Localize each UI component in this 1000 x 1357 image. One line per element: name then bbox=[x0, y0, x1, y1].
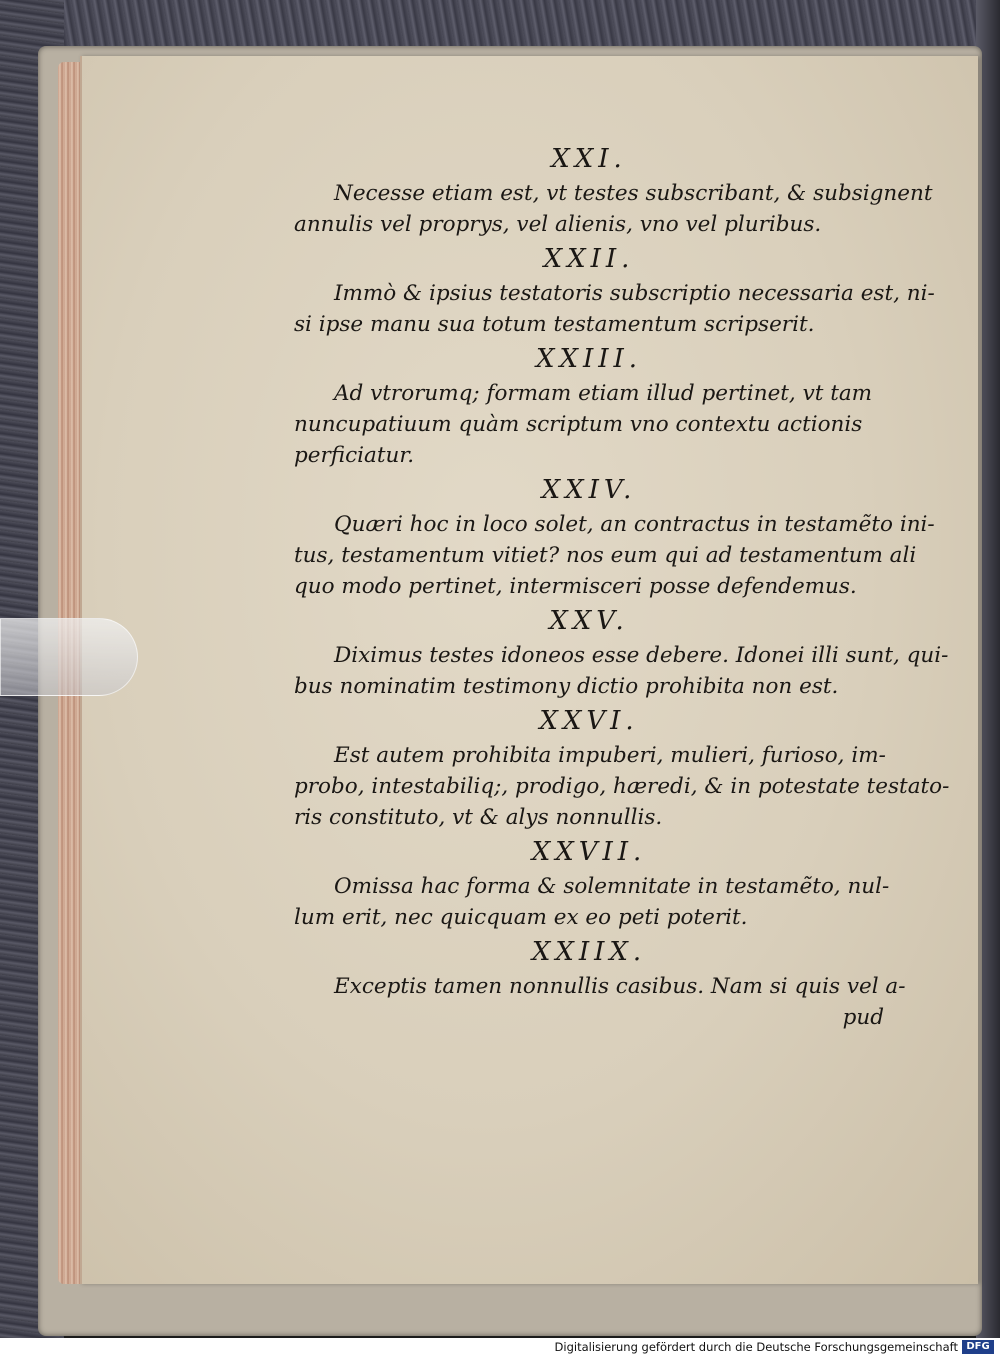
text-line: Est autem prohibita impuberi, mulieri, furioso, im- bbox=[334, 743, 886, 768]
section-xxvi bbox=[294, 702, 950, 833]
section-paragraph bbox=[294, 640, 949, 702]
dfg-logo: DFG bbox=[962, 1340, 994, 1354]
section-paragraph bbox=[294, 971, 906, 1033]
section-paragraph bbox=[294, 278, 935, 340]
text-line: ris constituto, vt & alys nonnullis. bbox=[294, 805, 663, 830]
section-xxvii bbox=[294, 833, 890, 933]
section-xxiv bbox=[294, 471, 935, 602]
page-text bbox=[294, 140, 950, 1033]
text-line: Omissa hac forma & solemnitate in testamẽto, nul- bbox=[334, 874, 890, 899]
section-xxii bbox=[294, 240, 935, 340]
section-numeral: XXVI. bbox=[539, 706, 639, 736]
section-numeral: XXV. bbox=[549, 606, 629, 636]
text-line: tus, testamentum vitiet? nos eum qui ad testamentum ali bbox=[294, 543, 917, 568]
section-xxiii bbox=[294, 340, 884, 471]
text-line: quo modo pertinet, intermisceri posse defendemus. bbox=[294, 574, 857, 599]
section-numeral: XXIII. bbox=[535, 344, 643, 374]
catchword: pud bbox=[842, 1005, 884, 1030]
section-numeral: XXVII. bbox=[531, 837, 647, 867]
text-line: Immò & ipsius testatoris subscriptio necessaria est, ni- bbox=[334, 281, 935, 306]
section-paragraph bbox=[294, 871, 890, 933]
funding-credit: Digitalisierung gefördert durch die Deutsche Forschungsgemeinschaft bbox=[554, 1340, 958, 1354]
section-numeral: XXIV. bbox=[541, 475, 637, 505]
section-paragraph bbox=[294, 509, 935, 602]
text-line: Necesse etiam est, vt testes subscribant, & subsignent bbox=[334, 181, 933, 206]
section-xxv bbox=[294, 602, 949, 702]
text-line: Diximus testes idoneos esse debere. Idonei illi sunt, qui- bbox=[334, 643, 949, 668]
text-line: perficiatur. bbox=[294, 443, 415, 468]
footer-bar bbox=[0, 1338, 1000, 1357]
section-paragraph bbox=[294, 378, 884, 471]
text-line: si ipse manu sua totum testamentum scripserit. bbox=[294, 312, 815, 337]
page-holder-clip bbox=[0, 618, 138, 696]
section-numeral: XXII. bbox=[543, 244, 635, 274]
text-line: nuncupatiuum quàm scriptum vno contextu actionis bbox=[294, 412, 863, 437]
text-line: Ad vtrorumq; formam etiam illud pertinet, vt tam bbox=[334, 381, 873, 406]
text-line: Quæri hoc in loco solet, an contractus in testamẽto ini- bbox=[334, 512, 935, 537]
section-xxi bbox=[294, 140, 933, 240]
text-line: bus nominatim testimony dictio prohibita non est. bbox=[294, 674, 839, 699]
text-line: probo, intestabiliq;, prodigo, hæredi, & in potestate testato- bbox=[294, 774, 950, 799]
section-paragraph bbox=[294, 178, 933, 240]
section-numeral: XXI. bbox=[551, 144, 627, 174]
text-line: lum erit, nec quicquam ex eo peti poterit. bbox=[294, 905, 748, 930]
text-line: Exceptis tamen nonnullis casibus. Nam si quis vel a- bbox=[334, 974, 906, 999]
text-line: annulis vel proprys, vel alienis, vno vel pluribus. bbox=[294, 212, 822, 237]
section-numeral: XXIIX. bbox=[531, 937, 647, 967]
section-paragraph bbox=[294, 740, 950, 833]
section-xxiix bbox=[294, 933, 906, 1033]
